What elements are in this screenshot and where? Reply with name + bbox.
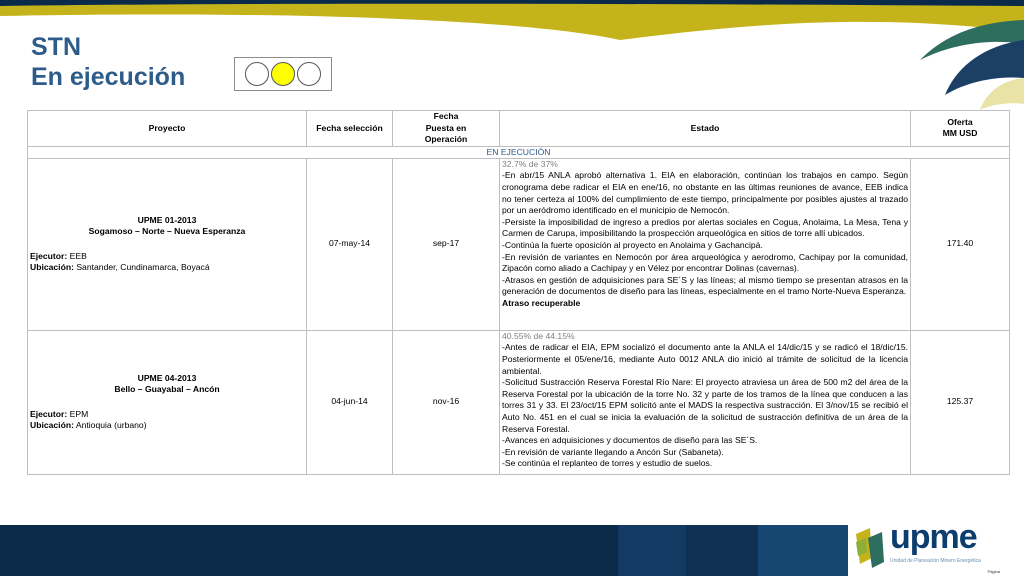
page-label: Página bbox=[987, 569, 1000, 574]
estado-item: -En abr/15 ANLA aprobó alternativa 1. EIA en elaboración, continúan los trabajos en campo. Según cronograma debe radicar el EIA en ene/16, no obstante en las últimas reuniones de avance, EEB indica no tener certeza al 100% del cumplimiento de este tiempo, principalmente por posibles ajustes al trazado por un aeródromo identificado en el municipio de Nemocón. bbox=[502, 170, 908, 216]
project-ubicacion: Ubicación: Santander, Cundinamarca, Boyacá bbox=[30, 262, 210, 273]
project-code: UPME 01-2013 bbox=[137, 214, 197, 225]
estado-item: -En revisión de variante llegando a Ancón Sur (Sabaneta). bbox=[502, 446, 724, 457]
table-row bbox=[28, 158, 1010, 330]
estado-item: -Solicitud Sustracción Reserva Forestal Río Nare: El proyecto atraviesa un área de 500 m2 del área de la Reserva Forestal por la ubicación de la torre No. 32 y parte de los tramos de la línea que conducen a las torres 31 y 33. El 23/oct/15 EPM solicitó ante el MADS la respectiva sustracción. El 3/nov/15 se recibió el Auto No. 451 en el cual se inicia la evaluación de la solicitud de sustracción definitiva de un área de la Reserva Forestal. bbox=[502, 377, 908, 434]
fecha-seleccion: 07-may-14 bbox=[307, 158, 393, 330]
estado-item: -Antes de radicar el EIA, EPM socializó el documento ante la ANLA el 14/dic/15 y se radicó el 18/dic/15. Posteriormente el 05/ene/16, mediante Auto 0012 ANLA dio inició al trámite de solicitud de la licencia ambiental. bbox=[502, 342, 908, 376]
estado-item: -Atrasos en gestión de adquisiciones para SE´S y las líneas; al mismo tiempo se presentan atrasos en la generación de documentos de diseño para las líneas, especialmente en el tramo Norte-Nueva Esperanza. bbox=[502, 274, 908, 297]
title-stn: STN bbox=[31, 33, 81, 61]
header-proyecto: Proyecto bbox=[28, 111, 307, 147]
estado-item: -Se continúa el replanteo de torres y estudio de suelos. bbox=[502, 458, 713, 469]
progress-text: 40.55% de 44.15% bbox=[502, 330, 575, 341]
section-label: EN EJECUCIÓN bbox=[28, 146, 1010, 158]
project-name: Bello – Guayabal – Ancón bbox=[114, 384, 220, 395]
logo-wordmark: upme bbox=[890, 518, 977, 556]
light-off-icon bbox=[297, 62, 321, 86]
table-row bbox=[28, 330, 1010, 474]
upme-logo bbox=[848, 516, 1018, 576]
estado-item: -Avances en adquisiciones y documentos de diseño para las SE´S. bbox=[502, 435, 758, 446]
estado-cell bbox=[500, 158, 911, 330]
oferta-value: 125.37 bbox=[911, 330, 1010, 474]
estado-cell bbox=[500, 330, 911, 474]
logo-mark-icon bbox=[850, 524, 890, 570]
project-ejecutor: Ejecutor: EPM bbox=[30, 408, 89, 419]
fecha-puesta: nov-16 bbox=[393, 330, 500, 474]
header-fecha-puesta: Fecha Puesta en Operación bbox=[393, 111, 500, 147]
project-cell bbox=[28, 158, 307, 330]
projects-table bbox=[27, 110, 1010, 475]
light-off-icon bbox=[245, 62, 269, 86]
estado-footer: Atraso recuperable bbox=[502, 297, 581, 308]
fecha-seleccion: 04-jun-14 bbox=[307, 330, 393, 474]
project-name: Sogamoso – Norte – Nueva Esperanza bbox=[88, 226, 246, 237]
project-code: UPME 04-2013 bbox=[137, 372, 197, 383]
header-estado: Estado bbox=[500, 111, 911, 147]
table-header-row bbox=[28, 111, 1010, 147]
traffic-light bbox=[234, 57, 332, 91]
logo-tagline: Unidad de Planeación Minero Energética bbox=[890, 558, 981, 564]
estado-item: -Continúa la fuerte oposición al proyecto en Anolaima y Gachancipá. bbox=[502, 239, 763, 250]
project-ubicacion: Ubicación: Antioquia (urbano) bbox=[30, 420, 147, 431]
title-status: En ejecución bbox=[31, 63, 186, 91]
header-fecha-seleccion: Fecha selección bbox=[307, 111, 393, 147]
header-oferta: Oferta MM USD bbox=[911, 111, 1010, 147]
estado-item: -Persiste la imposibilidad de ingreso a predios por alertas sociales en Cogua, Anolaima, La Mesa, Tena y Carmen de Carupa, imposibilitando la prospección arqueológica en sitios de torre allí ubicados. bbox=[502, 216, 908, 239]
title-block bbox=[31, 32, 185, 92]
estado-item: -En revisión de variantes en Nemocón por área arqueológica y aerodromo, Cachipay por la comunidad, Zipacón como aliado a Cachipay y en Vélez por encontrar Dolinas (cavernas). bbox=[502, 251, 908, 274]
light-yellow-icon bbox=[271, 62, 295, 86]
section-row bbox=[28, 146, 1010, 158]
project-ejecutor: Ejecutor: EEB bbox=[30, 250, 87, 261]
project-cell bbox=[28, 330, 307, 474]
oferta-value: 171.40 bbox=[911, 158, 1010, 330]
progress-text: 32.7% de 37% bbox=[502, 158, 558, 169]
fecha-puesta: sep-17 bbox=[393, 158, 500, 330]
